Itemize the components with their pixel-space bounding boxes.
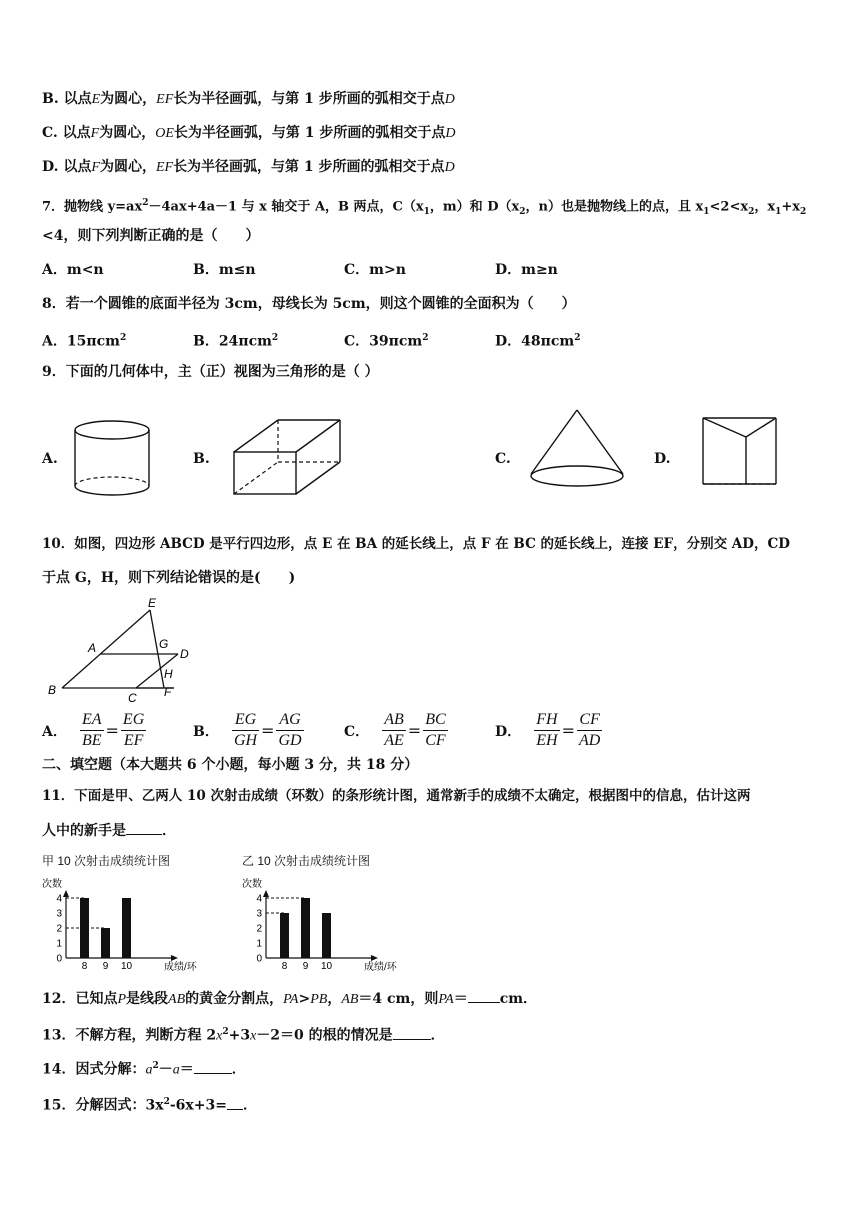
chart-yi-ytick-2: 2 (256, 923, 262, 935)
q13-answer-blank[interactable] (393, 1025, 431, 1040)
q10-stem-line1: 10．如图，四边形 ABCD 是平行四边形，点 E 在 BA 的延长线上，点 F 在 BC 的延长线上，连接 EF，分别交 AD，CD (42, 536, 790, 552)
chart-jia-bar-10 (122, 898, 131, 958)
chart-yi-ylabel: 次数 (242, 879, 262, 890)
chart-jia-ytick-0: 0 (56, 953, 62, 965)
fig-label-c: C (128, 691, 137, 704)
chart-jia-bar-8 (80, 898, 89, 958)
chart-yi (240, 874, 400, 978)
q8-stem: 8．若一个圆锥的底面半径为 3cm，母线长为 5cm，则这个圆锥的全面积为（ ） (42, 296, 576, 312)
q9-label-d: D. (654, 451, 671, 467)
q7-option-a: A．m<n (42, 262, 104, 278)
q7-option-b: B．m≤n (193, 262, 256, 278)
chart-jia-ylabel: 次数 (42, 879, 62, 890)
q14-stem: 14．因式分解：$a^2-a=$ ． (42, 1056, 246, 1081)
chart-jia-bar-9 (101, 928, 110, 958)
chart-yi-bar-10 (322, 913, 331, 958)
fig-label-e: E (148, 596, 157, 610)
q9-label-a: A. (42, 451, 58, 467)
q7-stem-line2: <4，则下列判断正确的是（ ） (42, 228, 260, 244)
chart-yi-x-arrow (371, 955, 378, 961)
prism-figure (698, 412, 784, 492)
chart-yi-bar-8 (280, 913, 289, 958)
chart-jia-ytick-3: 3 (56, 908, 62, 920)
q11-stem-line1: 11．下面是甲、乙两人 10 次射击成绩（环数）的条形统计图，通常新手的成绩不太确定，根据图中的信息，估计这两 (42, 788, 751, 804)
chart-yi-xtick-8: 8 (281, 961, 288, 972)
chart-yi-ytick-0: 0 (256, 953, 262, 965)
q7-option-d: D．m≥n (495, 262, 558, 278)
chart-jia-xtick-8: 8 (81, 961, 88, 972)
q14-answer-blank[interactable] (194, 1059, 232, 1074)
q9-label-c: C. (495, 451, 511, 467)
chart-jia-title: 甲 10 次射击成绩统计图 (42, 854, 171, 868)
q11-stem-line2: 人中的新手是 ． (42, 820, 176, 841)
parallelogram-figure (40, 592, 200, 704)
q6-option-b: B. 以点E为圆心，EF长为半径画弧，与第 1 步所画的弧相交于点D (42, 91, 455, 107)
chart-yi-xlabel: 成绩/环 (364, 962, 397, 973)
chart-jia-y-arrow (63, 890, 69, 897)
cone-figure (524, 404, 632, 494)
q10-option-d: D． $\frac{FH}{EH}$ = $\frac{CF}{AD}$ (495, 711, 601, 749)
q15-answer-blank[interactable] (227, 1095, 243, 1110)
q12-answer-blank[interactable] (468, 988, 500, 1003)
q12-stem: 12．已知点P是线段AB的黄金分割点，PA>PB，AB＝4 cm，则PA＝ cm． (42, 988, 537, 1010)
q11-answer-blank[interactable] (126, 820, 162, 835)
fig-label-b: B (48, 683, 57, 697)
cuboid-figure (228, 414, 348, 500)
q10-option-a: A． $\frac{EA}{BE}$ = $\frac{EG}{EF}$ (42, 711, 145, 749)
chart-yi-ytick-3: 3 (256, 908, 262, 920)
q8-option-c: C．39πcm$^2$ (344, 333, 429, 350)
chart-yi-xtick-9: 9 (302, 961, 309, 972)
q6-option-d: D. 以点F为圆心，EF长为半径画弧，与第 1 步所画的弧相交于点D (42, 159, 455, 175)
q10-option-b: B． $\frac{EG}{GH}$ = $\frac{AG}{GD}$ (193, 711, 302, 749)
q10-stem-line2: 于点 G，H，则下列结论错误的是( ) (42, 570, 296, 586)
q9-stem: 9．下面的几何体中，主（正）视图为三角形的是（ ） (42, 364, 379, 380)
chart-yi-bar-9 (301, 898, 310, 958)
q8-option-a: A．15πcm$^2$ (42, 333, 127, 350)
fig-label-a: A (88, 641, 97, 655)
q15-stem: 15．分解因式：$3x^2-6x+3=$ ． (42, 1092, 257, 1116)
q7-stem-line1: 7．抛物线 $y=ax^2-4ax+4a-1$ 与 x 轴交于 A，B 两点，$C(x_1$，m）和 $D(x_2$，n）也是抛物线上的点，且 $x_1<2<x_2$，$x_1+x_2$ (42, 198, 807, 217)
section-2-heading: 二、填空题（本大题共 6 个小题，每小题 3 分，共 18 分） (42, 757, 419, 773)
chart-yi-y-arrow (263, 890, 269, 897)
chart-yi-xtick-10: 10 (320, 961, 333, 972)
fig-label-f: F (164, 685, 172, 699)
q10-option-c: C． $\frac{AB}{AE}$ = $\frac{BC}{CF}$ (344, 711, 446, 749)
q7-option-c: C．m>n (344, 262, 406, 278)
chart-yi-ytick-1: 1 (256, 938, 262, 950)
q13-stem: 13．不解方程，判断方程 $2x^2+3x-2=0$ 的根的情况是 ． (42, 1022, 445, 1047)
fig-label-g: G (159, 637, 169, 651)
chart-jia-ytick-1: 1 (56, 938, 62, 950)
chart-jia-x-arrow (171, 955, 178, 961)
chart-yi-title: 乙 10 次射击成绩统计图 (242, 854, 371, 868)
q8-option-d: D．48πcm$^2$ (495, 333, 581, 350)
cylinder-figure (70, 418, 160, 500)
chart-jia-xlabel: 成绩/环 (164, 962, 197, 973)
chart-jia-xtick-9: 9 (102, 961, 109, 972)
q9-label-b: B. (193, 451, 210, 467)
q6-option-c: C. 以点F为圆心，OE长为半径画弧，与第 1 步所画的弧相交于点D (42, 125, 456, 141)
fig-label-h: H (164, 667, 173, 681)
chart-jia-ytick-4: 4 (56, 893, 62, 905)
fig-label-d: D (180, 647, 189, 661)
q8-option-b: B．24πcm$^2$ (193, 333, 279, 350)
chart-jia-xtick-10: 10 (120, 961, 133, 972)
chart-yi-ytick-4: 4 (256, 893, 262, 905)
chart-jia-ytick-2: 2 (56, 923, 62, 935)
chart-jia (40, 874, 200, 978)
